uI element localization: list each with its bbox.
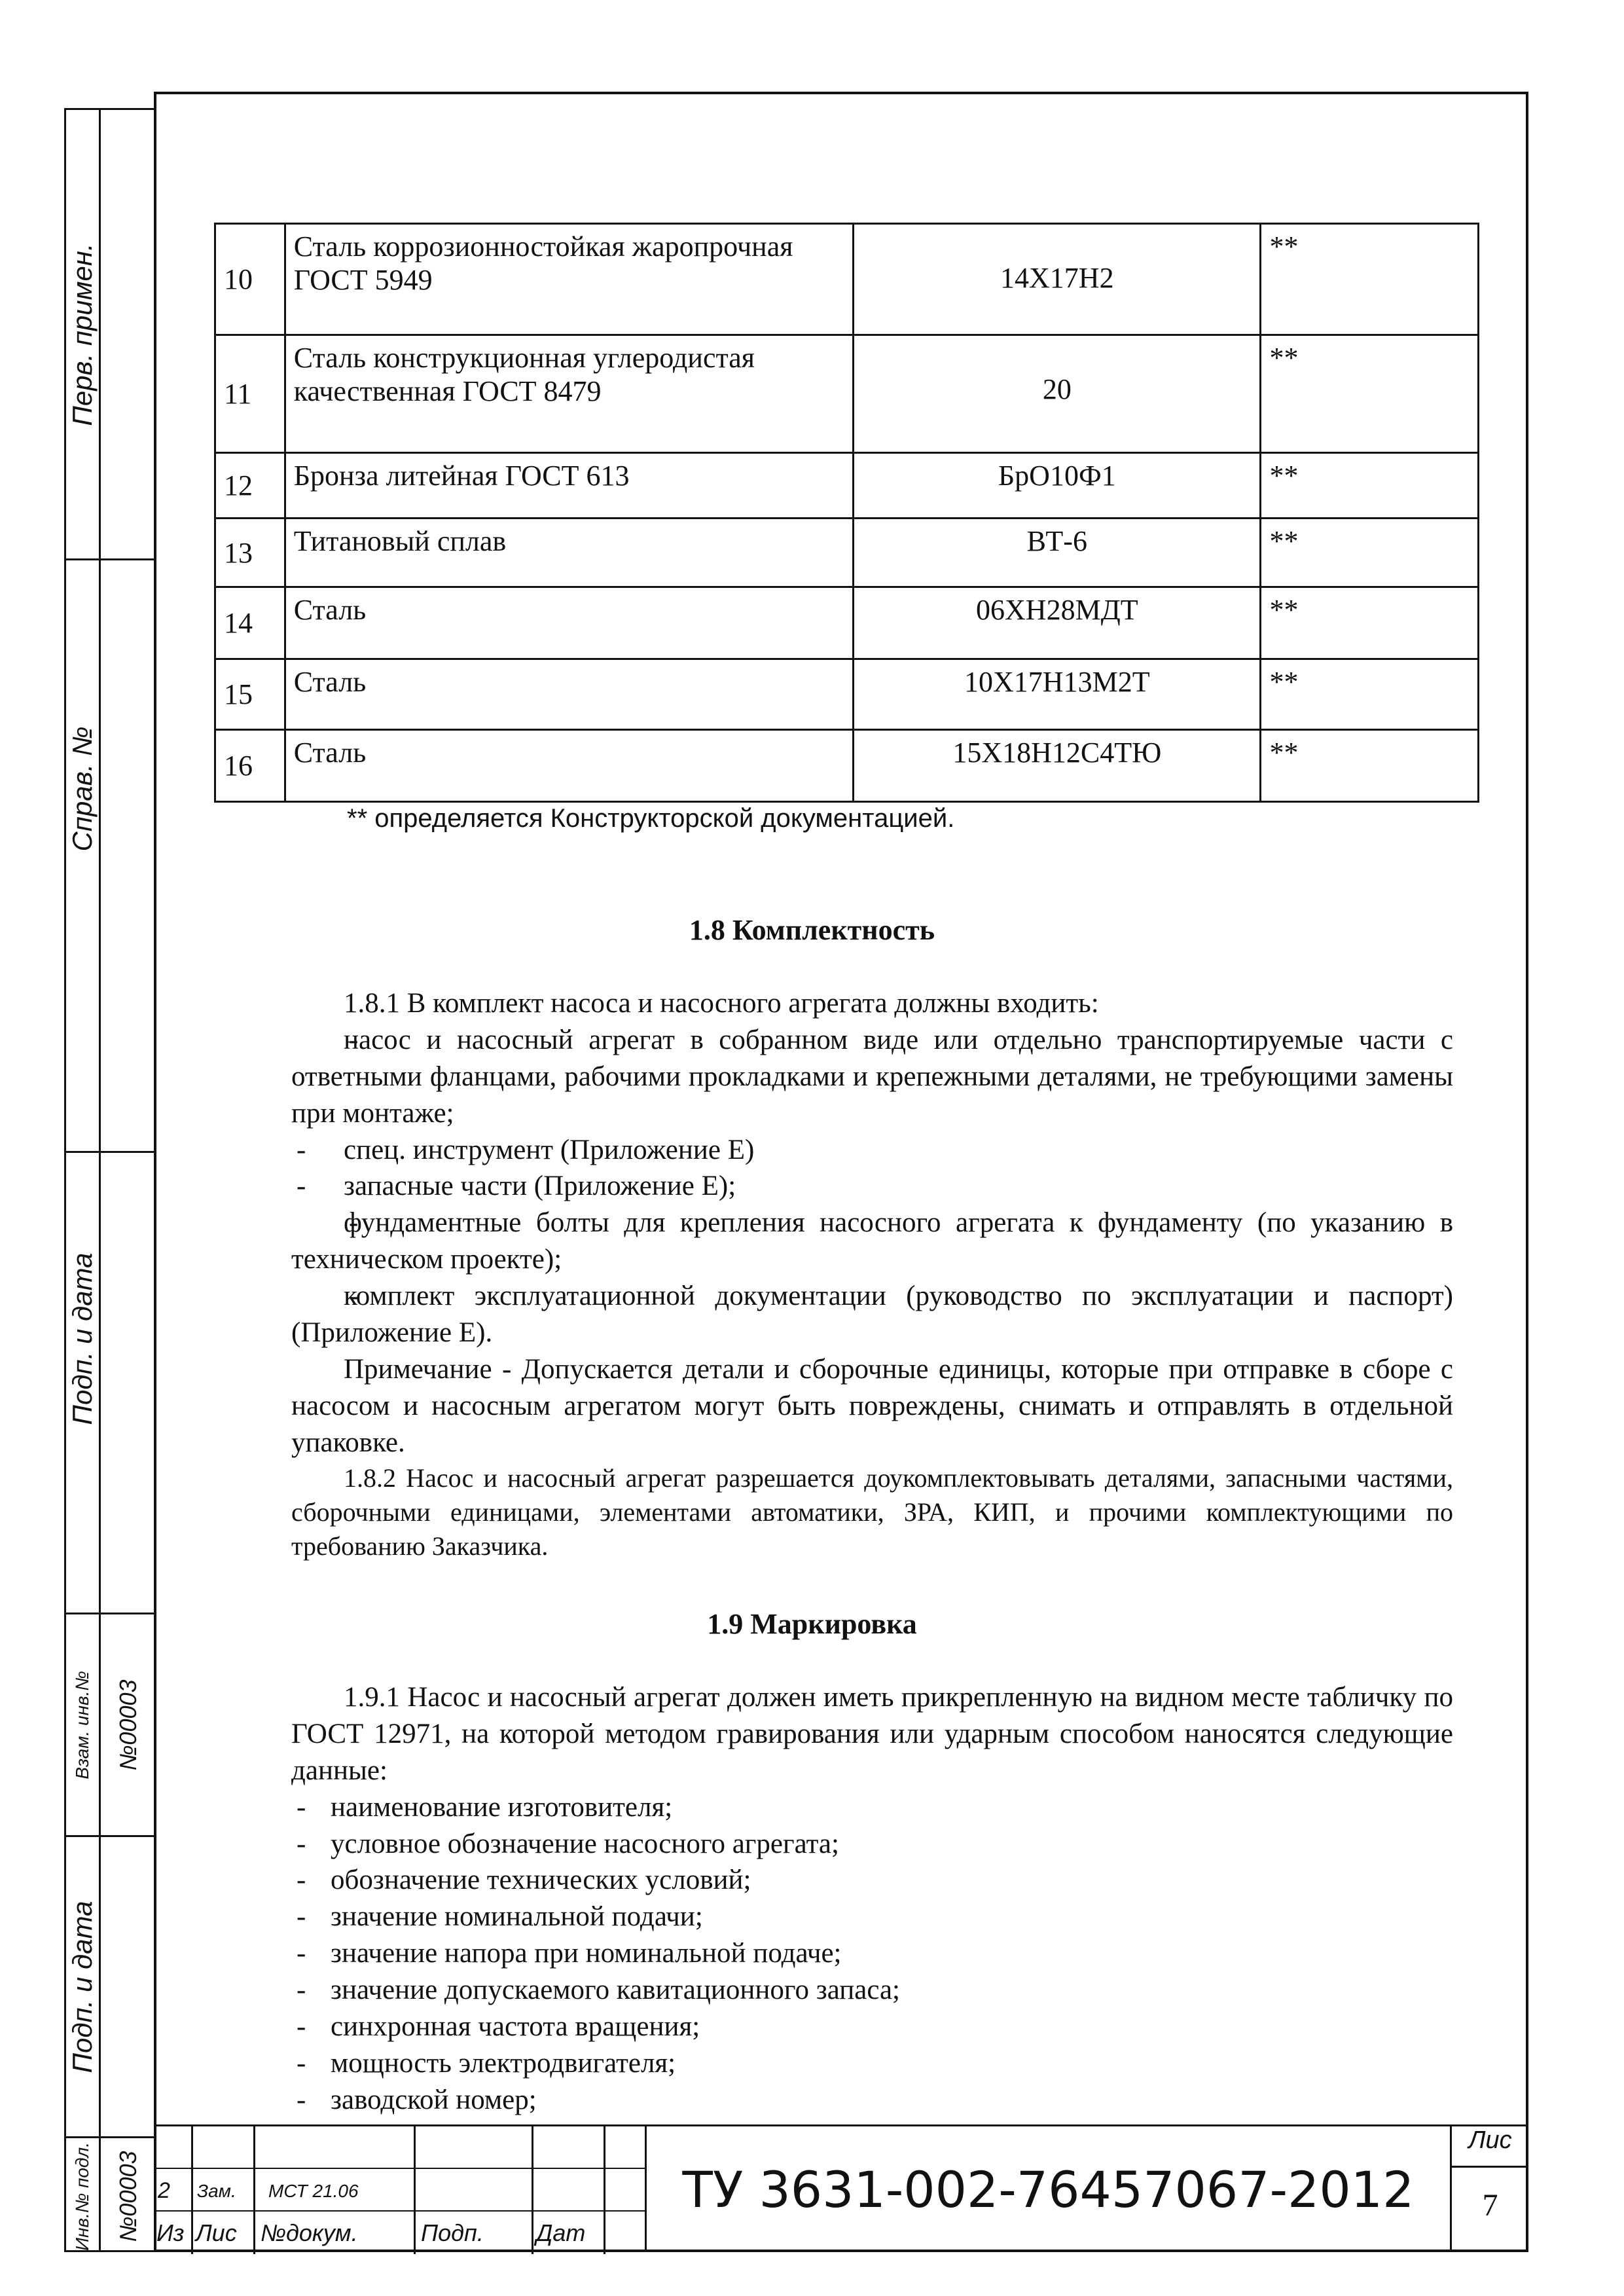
marking-list: [291, 1789, 1453, 2119]
section-body-completeness: [291, 985, 1453, 1563]
material-mark: **: [1261, 659, 1479, 730]
note-paragraph: Примечание - Допускается детали и сборочные единицы, которые при отправке в сборе с насосом и насосным агрегатом могут быть повреждены, снимать и отправлять в отдельной упаковке.: [291, 1353, 1453, 1458]
side-cell-perv-primen: [66, 110, 156, 558]
header-doc: №докум.: [255, 2212, 416, 2254]
material-name: Сталь: [285, 659, 853, 730]
header-sign: Подп.: [416, 2212, 533, 2254]
row-number: 16: [215, 730, 285, 802]
table-row: [215, 659, 1479, 730]
section-heading-completeness: 1.8 Комплектность: [689, 914, 935, 946]
material-mark: **: [1261, 519, 1479, 587]
paragraph: 1.9.1 Насос и насосный агрегат должен иметь прикрепленную на видном месте табличку по ГОСТ 12971, на которой методом гравирования или ударным способом наносятся следующие данные:: [291, 1682, 1453, 1786]
side-value-vzam-inv: №00003: [115, 1679, 141, 1771]
list-item: - значение допускаемого кавитационного запаса;: [291, 1972, 1453, 2009]
revision-sign: [416, 2169, 533, 2210]
list-item: - насос и насосный агрегат в собранном виде или отдельно транспортируемые части с ответными фланцами, рабочими прокладками и крепежными деталями, не требующими замены при монтаже;: [291, 1022, 1453, 1132]
material-mark: **: [1261, 453, 1479, 519]
paragraph: 1.8.1 В комплект насоса и насосного агрегата должны входить:: [344, 988, 1099, 1019]
list-item: - комплект эксплуатационной документации (руководство по эксплуатации и паспорт) (Приложение Е).: [291, 1278, 1453, 1351]
material-mark: **: [1261, 224, 1479, 335]
header-list: Лис: [193, 2212, 255, 2254]
list-item: - мощность электродвигателя;: [291, 2045, 1453, 2082]
material-name: Сталь: [285, 587, 853, 659]
section-heading-marking: 1.9 Маркировка: [707, 1608, 917, 1640]
side-cell-sprav-no: [66, 558, 156, 1017]
paragraph: 1.8.2 Насос и насосный агрегат разрешается доукомплектовывать деталями, запасными частями, сборочными единицами, элементами автоматики, ЗРА, КИП, и прочими комплектующими по требованию Заказчика.: [291, 1463, 1453, 1561]
side-cell-vzam-inv: [66, 1613, 156, 1835]
side-label-sprav-no: Справ. №: [67, 726, 98, 851]
list-item: - значение напора при номинальной подаче;: [291, 1935, 1453, 1972]
side-label-perv-primen: Перв. примен.: [67, 242, 98, 426]
completeness-list: [291, 1022, 1453, 1351]
side-cell-podp-data-1: [66, 1151, 156, 1524]
revision-row-2: [154, 2169, 645, 2212]
table-row: [215, 224, 1479, 335]
sheet-number: 7: [1482, 2188, 1498, 2223]
material-name: Титановый сплав: [285, 519, 853, 587]
table-row: [215, 730, 1479, 802]
material-mark: **: [1261, 587, 1479, 659]
material-name: Сталь коррозионностойкая жаропрочная ГОСТ 5949: [285, 224, 853, 335]
list-item: - синхронная частота вращения;: [291, 2009, 1453, 2045]
material-grade: 15Х18Н12С4ТЮ: [854, 730, 1261, 802]
material-grade: ВТ-6: [854, 519, 1261, 587]
document-code: ТУ 3631-002-76457067-2012: [645, 2124, 1450, 2252]
table-row: [215, 335, 1479, 453]
list-item: - фундаментные болты для крепления насосного агрегата к фундаменту (по указанию в техническом проекте);: [291, 1205, 1453, 1278]
material-grade: 20: [854, 335, 1261, 453]
material-mark: **: [1261, 335, 1479, 453]
section-body-marking: [291, 1679, 1453, 2119]
title-block: [154, 2124, 1528, 2252]
list-item: - спец. инструмент (Приложение Е): [291, 1132, 1453, 1169]
sheet-number-box: [1450, 2124, 1528, 2252]
revision-header-row: [154, 2212, 645, 2254]
row-number: 12: [215, 453, 285, 519]
side-cell-inv-podl: [66, 2136, 156, 2254]
revision-doc: МСТ 21.06: [255, 2169, 416, 2210]
list-item: - значение номинальной подачи;: [291, 1899, 1453, 1935]
table-row: [215, 453, 1479, 519]
sheet-label: Лис: [1452, 2126, 1528, 2168]
material-name: Сталь: [285, 730, 853, 802]
material-grade: 06ХН28МДТ: [854, 587, 1261, 659]
side-label-inv-podl: Инв.№ подл.: [72, 2141, 92, 2251]
material-name: Бронза литейная ГОСТ 613: [285, 453, 853, 519]
row-number: 11: [215, 335, 285, 453]
revision-sheet: Зам.: [193, 2169, 255, 2210]
table-row: [215, 587, 1479, 659]
list-item: - обозначение технических условий;: [291, 1862, 1453, 1899]
revision-date: [533, 2169, 605, 2210]
side-stamp-strip: [64, 108, 154, 2252]
list-item: - запасные части (Приложение Е);: [291, 1168, 1453, 1205]
row-number: 13: [215, 519, 285, 587]
side-label-podp-data-2: Подп. и дата: [67, 1901, 98, 2073]
side-value-inv-podl: №00003: [115, 2150, 141, 2242]
materials-table: [214, 223, 1479, 803]
material-mark: **: [1261, 730, 1479, 802]
header-iz: Из: [154, 2212, 193, 2254]
material-grade: БрО10Ф1: [854, 453, 1261, 519]
list-item: - заводской номер;: [291, 2082, 1453, 2119]
table-row: [215, 519, 1479, 587]
revision-number: 2: [154, 2169, 193, 2210]
revision-grid: [154, 2124, 645, 2254]
side-label-podp-data-1: Подп. и дата: [67, 1252, 98, 1425]
material-grade: 10Х17Н13М2Т: [854, 659, 1261, 730]
table-footnote: ** определяется Конструкторской документацией.: [347, 804, 955, 833]
side-label-vzam-inv: Взам. инв.№: [72, 1670, 92, 1779]
side-cell-podp-data-2: [66, 1835, 156, 2136]
header-date: Дат: [533, 2212, 605, 2254]
row-number: 10: [215, 224, 285, 335]
row-number: 14: [215, 587, 285, 659]
material-name: Сталь конструкционная углеродистая качественная ГОСТ 8479: [285, 335, 853, 453]
list-item: - наименование изготовителя;: [291, 1789, 1453, 1826]
list-item: - условное обозначение насосного агрегата;: [291, 1826, 1453, 1863]
material-grade: 14Х17Н2: [854, 224, 1261, 335]
revision-row-empty: [154, 2126, 645, 2169]
row-number: 15: [215, 659, 285, 730]
